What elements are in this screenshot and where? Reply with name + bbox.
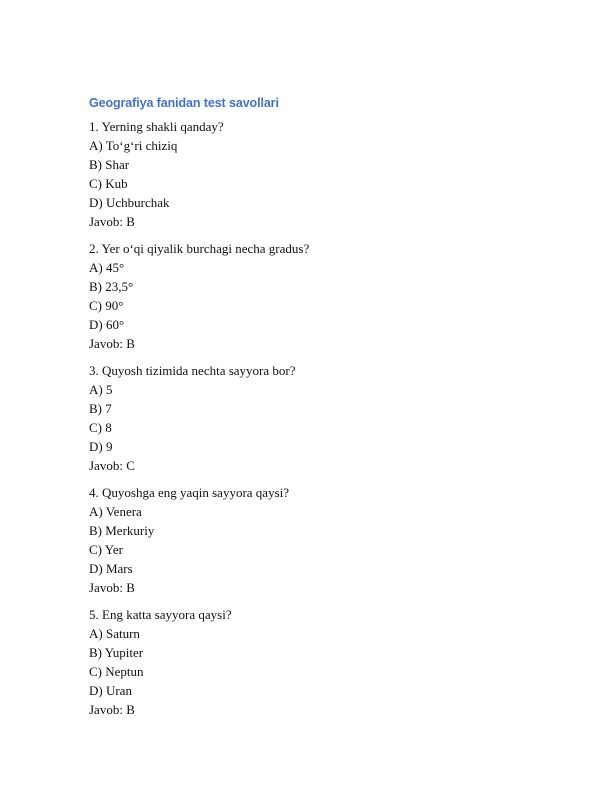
- question-block: [89, 117, 549, 231]
- answer-option: B) Merkuriy: [89, 523, 155, 538]
- answer-option: C) Yer: [89, 542, 123, 557]
- document-page: [89, 95, 549, 727]
- correct-answer: Javob: B: [89, 702, 135, 717]
- question-block: [89, 605, 549, 719]
- question-block: [89, 239, 549, 353]
- question-text: 5. Eng katta sayyora qaysi?: [89, 607, 232, 622]
- question-text: 2. Yer o‘qi qiyalik burchagi necha gradus?: [89, 241, 310, 256]
- correct-answer: Javob: B: [89, 214, 135, 229]
- answer-option: C) 8: [89, 420, 112, 435]
- question-block: [89, 361, 549, 475]
- answer-option: A) 45°: [89, 260, 125, 275]
- answer-option: D) 9: [89, 439, 113, 454]
- answer-option: D) Mars: [89, 561, 133, 576]
- answer-option: A) Saturn: [89, 626, 140, 641]
- answer-option: D) 60°: [89, 317, 125, 332]
- answer-option: A) To‘g‘ri chiziq: [89, 138, 178, 153]
- answer-option: C) Kub: [89, 176, 128, 191]
- answer-option: A) 5: [89, 382, 113, 397]
- correct-answer: Javob: B: [89, 580, 135, 595]
- answer-option: A) Venera: [89, 504, 142, 519]
- answer-option: D) Uran: [89, 683, 132, 698]
- document-title: Geografiya fanidan test savollari: [89, 96, 279, 110]
- answer-option: B) 23,5°: [89, 279, 134, 294]
- correct-answer: Javob: C: [89, 458, 135, 473]
- answer-option: C) Neptun: [89, 664, 144, 679]
- answer-option: B) Shar: [89, 157, 130, 172]
- answer-option: B) Yupiter: [89, 645, 144, 660]
- question-text: 1. Yerning shakli qanday?: [89, 119, 224, 134]
- answer-option: D) Uchburchak: [89, 195, 170, 210]
- correct-answer: Javob: B: [89, 336, 135, 351]
- question-block: [89, 483, 549, 597]
- answer-option: B) 7: [89, 401, 112, 416]
- question-text: 3. Quyosh tizimida nechta sayyora bor?: [89, 363, 296, 378]
- question-text: 4. Quyoshga eng yaqin sayyora qaysi?: [89, 485, 290, 500]
- answer-option: C) 90°: [89, 298, 124, 313]
